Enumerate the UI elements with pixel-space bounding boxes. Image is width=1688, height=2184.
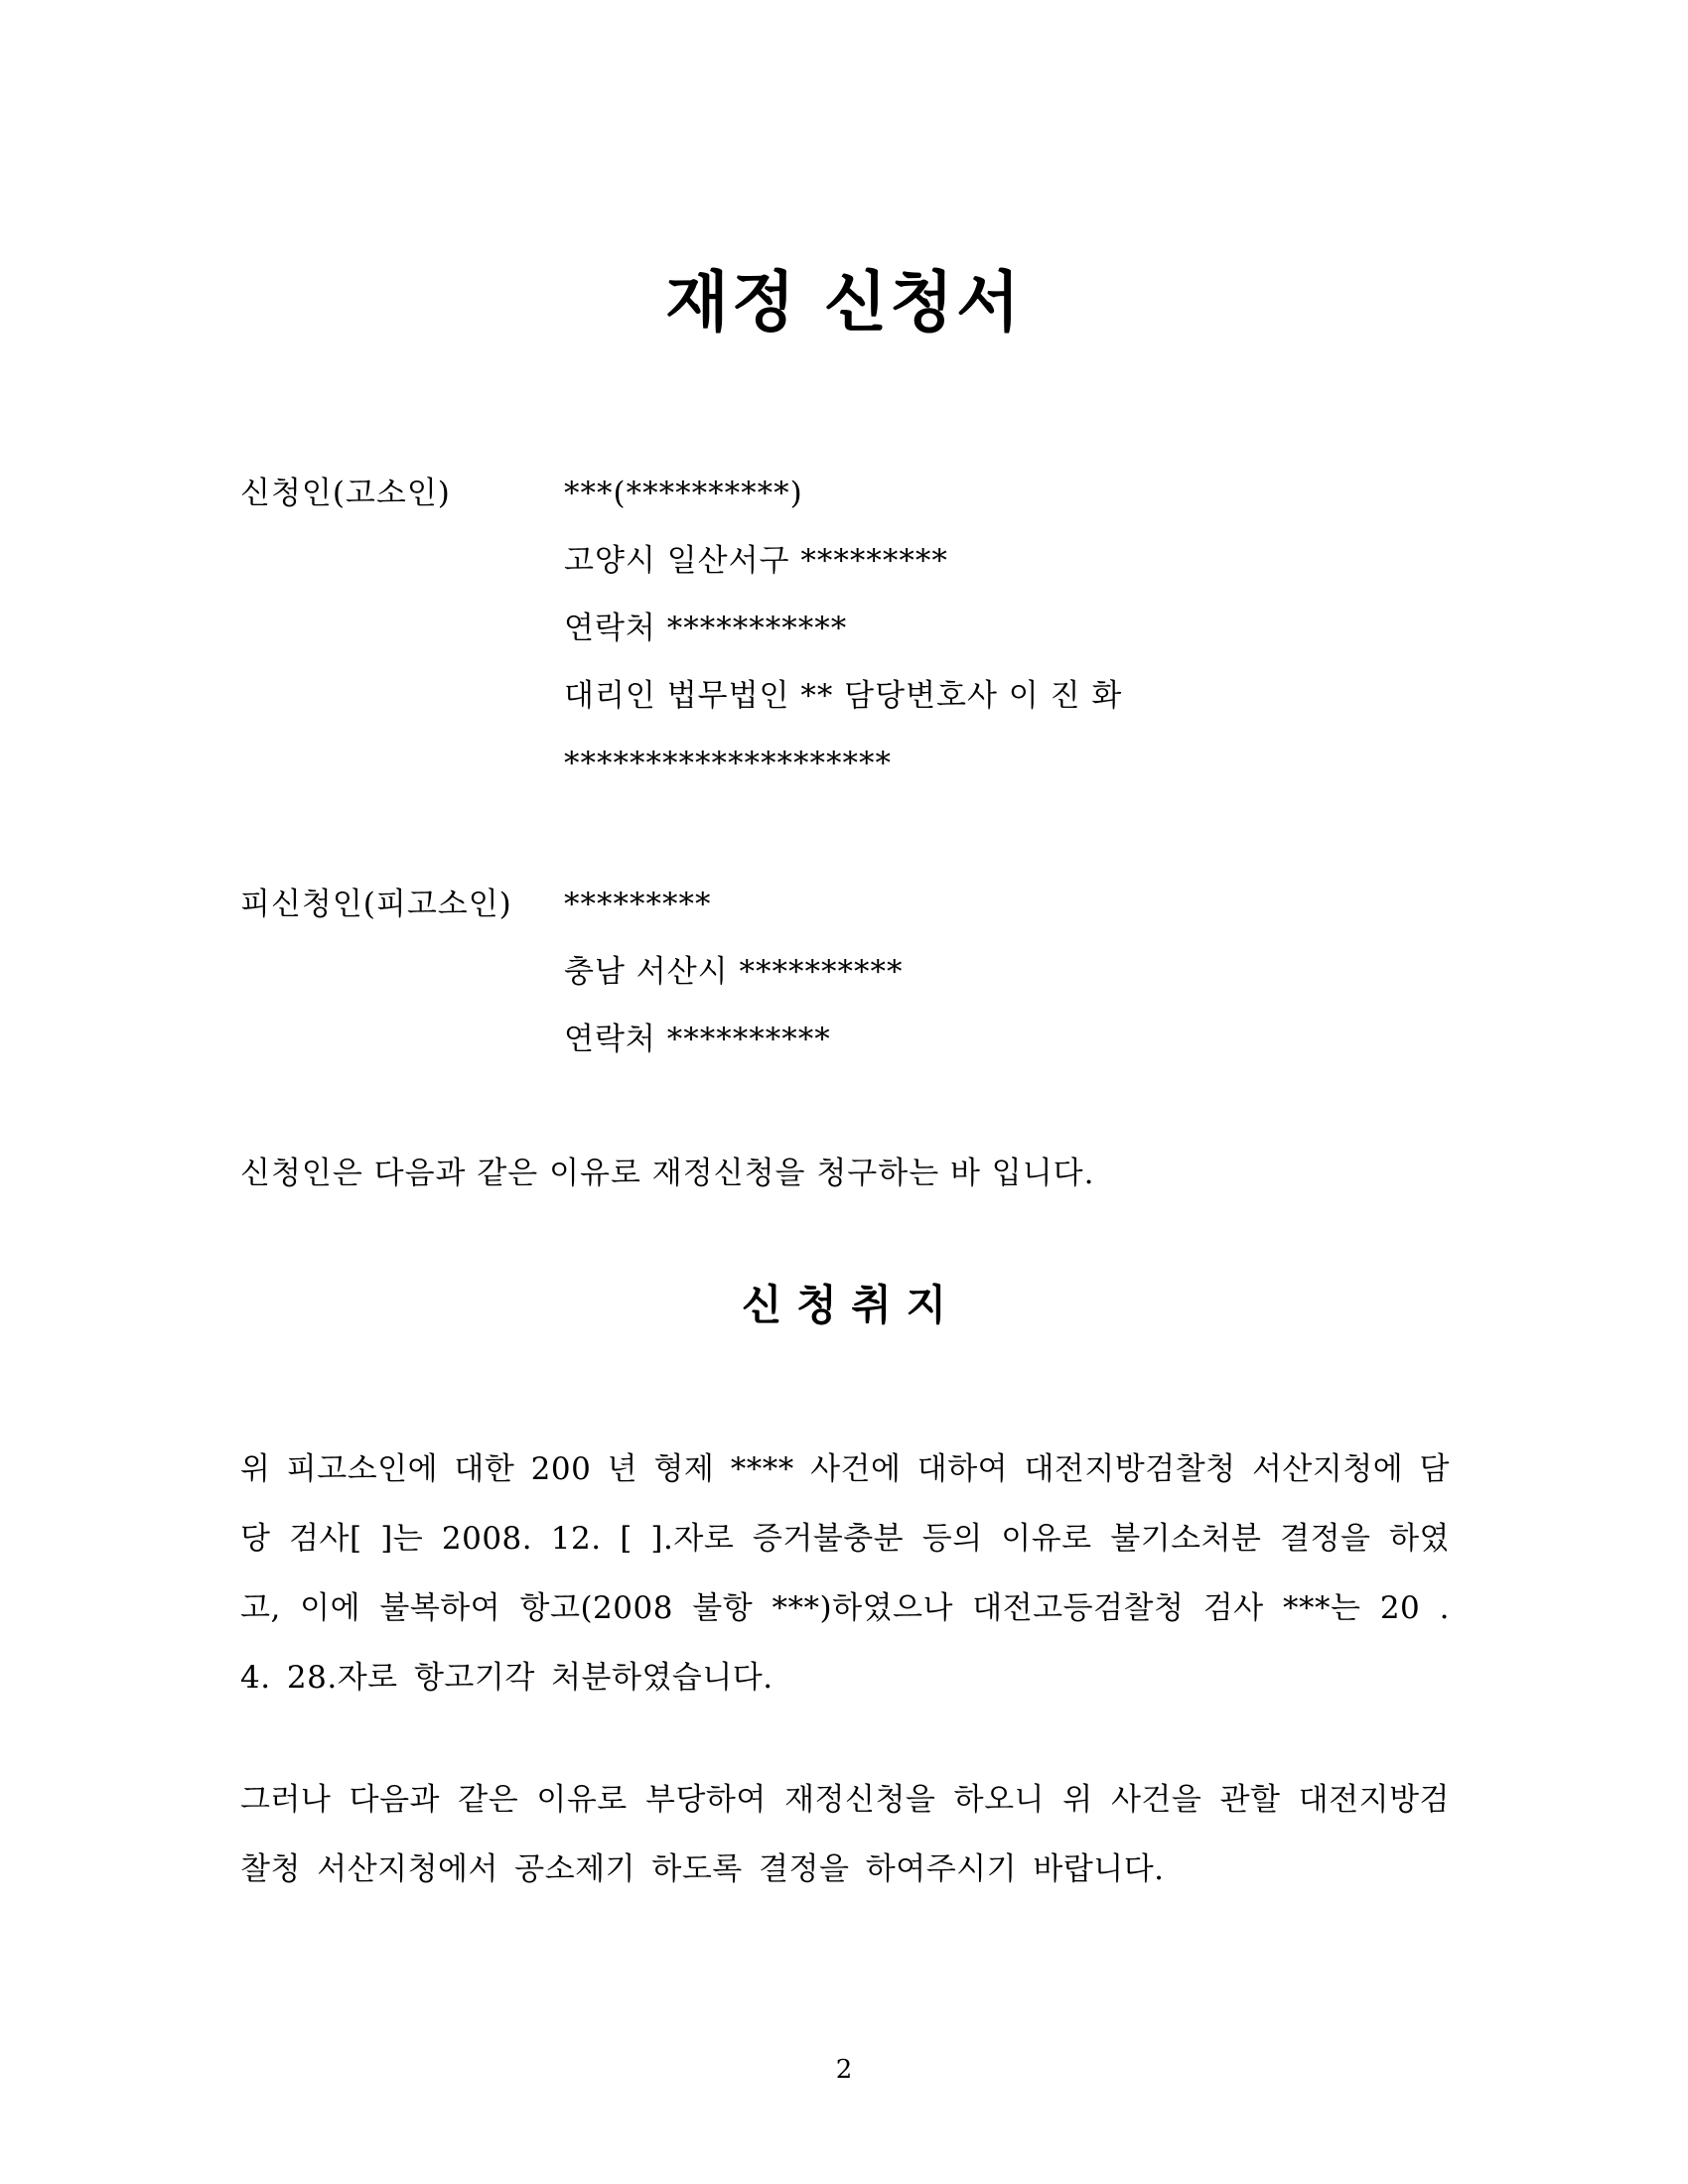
paragraph-1: 위 피고소인에 대한 200 년 형제 **** 사건에 대하여 대전지방검찰청 서산지청에 담당 검사[ ]는 2008. 12. [ ].자로 증거불충분 등의 이유로 불기소처분 결정을 하였고, 이에 불복하여 항고(2008 불항 ***)하였으나 대전고등검찰청 검사 ***는 20 . 4. 28.자로 항고기각 처분하였습니다. [240, 1451, 1450, 1696]
applicant-contact: 연락처 *********** [564, 611, 848, 646]
respondent-name: ********* [564, 887, 712, 922]
applicant-label: 신청인(고소인) [240, 476, 451, 511]
intro-text: 신청인은 다음과 같은 이유로 재정신청을 청구하는 바 입니다. [240, 1156, 1095, 1191]
respondent-label: 피신청인(피고소인) [240, 887, 512, 922]
respondent-address: 충남 서산시 ********** [564, 954, 904, 990]
document-title: 재정 신청서 [665, 264, 1023, 341]
applicant-attorney-detail: ******************** [564, 746, 892, 781]
applicant-name: ***(**********) [564, 476, 803, 511]
page-number: 2 [835, 2055, 853, 2085]
applicant-attorney: 대리인 법무법인 ** 담당변호사 이 진 화 [564, 678, 1123, 714]
paragraph-2: 그러나 다음과 같은 이유로 부당하여 재정신청을 하오니 위 사건을 관할 대전지방검찰청 서산지청에서 공소제기 하도록 결정을 하여주시기 바랍니다. [240, 1782, 1450, 1887]
section-title: 신 청 취 지 [741, 1281, 947, 1329]
applicant-address: 고양시 일산서구 ********* [564, 543, 948, 579]
respondent-contact: 연락처 ********** [564, 1022, 831, 1057]
